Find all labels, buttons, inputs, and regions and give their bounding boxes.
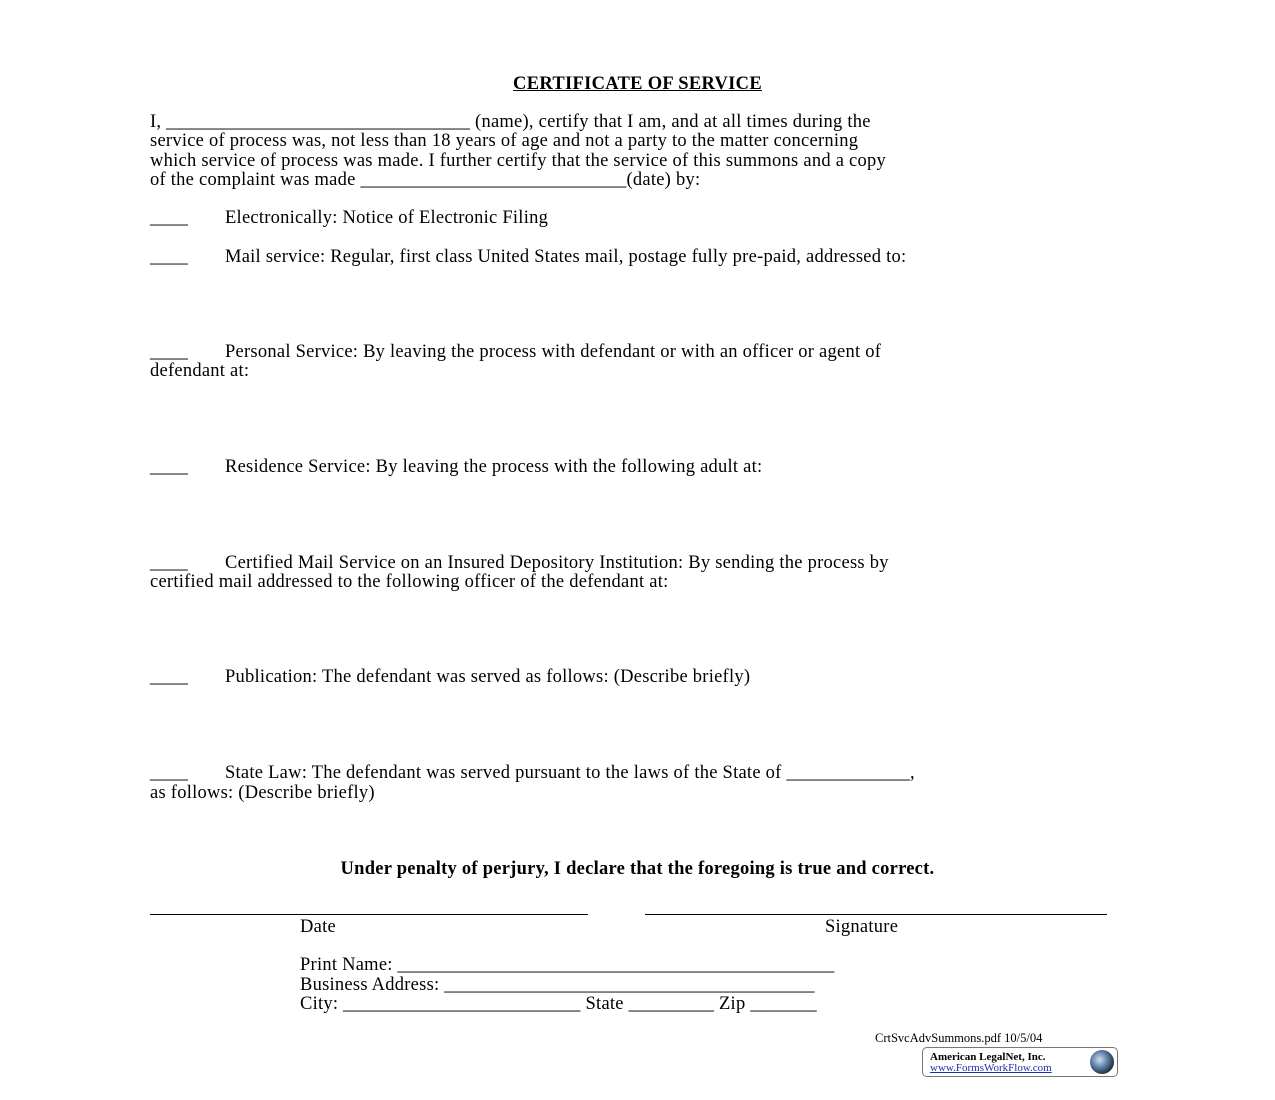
- option-blank: ____: [150, 553, 188, 573]
- option-residence: Residence Service: By leaving the process with the following adult at:: [225, 457, 763, 477]
- logo-company: American LegalNet, Inc.: [930, 1051, 1046, 1063]
- option-state-law: State Law: The defendant was served pursuant to the laws of the State of _____________,: [225, 763, 915, 783]
- city-state-zip-field: City: _________________________ State _________ Zip _______: [300, 994, 817, 1014]
- logo-url-link[interactable]: www.FormsWorkFlow.com: [930, 1062, 1052, 1074]
- business-address-field: Business Address: _______________________________________: [300, 975, 815, 995]
- american-legalnet-logo: [922, 1047, 1118, 1077]
- option-blank: ____: [150, 247, 188, 267]
- perjury-declaration: Under penalty of perjury, I declare that the foregoing is true and correct.: [340, 859, 935, 879]
- option-certified-mail-cont: certified mail addressed to the following officer of the defendant at:: [150, 572, 669, 592]
- date-label: Date: [300, 917, 336, 937]
- intro-line: service of process was, not less than 18 years of age and not a party to the matter concerning: [150, 131, 859, 151]
- option-publication: Publication: The defendant was served as follows: (Describe briefly): [225, 667, 751, 687]
- signature-label: Signature: [825, 917, 899, 937]
- option-personal: Personal Service: By leaving the process with defendant or with an officer or agent of: [225, 342, 882, 362]
- option-mail: Mail service: Regular, first class United States mail, postage fully pre-paid, addressed to:: [225, 247, 907, 267]
- intro-line: which service of process was made. I further certify that the service of this summons and a copy: [150, 151, 887, 171]
- option-blank: ____: [150, 457, 188, 477]
- document-title: CERTIFICATE OF SERVICE: [513, 74, 762, 94]
- option-blank: ____: [150, 342, 188, 362]
- intro-line: of the complaint was made ____________________________(date) by:: [150, 170, 701, 190]
- option-blank: ____: [150, 763, 188, 783]
- option-blank: ____: [150, 667, 188, 687]
- option-electronic: Electronically: Notice of Electronic Filing: [225, 208, 549, 228]
- option-personal-cont: defendant at:: [150, 361, 250, 381]
- date-line: [150, 914, 588, 915]
- footer-file-reference: CrtSvcAdvSummons.pdf 10/5/04: [875, 1031, 1043, 1045]
- signature-line: [645, 914, 1107, 915]
- print-name-field: Print Name: ______________________________________________: [300, 955, 835, 975]
- option-blank: ____: [150, 208, 188, 228]
- option-certified-mail: Certified Mail Service on an Insured Depository Institution: By sending the process by: [225, 553, 889, 573]
- option-state-law-cont: as follows: (Describe briefly): [150, 783, 375, 803]
- intro-line: I, ________________________________ (name), certify that I am, and at all times during the: [150, 112, 871, 132]
- globe-icon: [1090, 1050, 1114, 1074]
